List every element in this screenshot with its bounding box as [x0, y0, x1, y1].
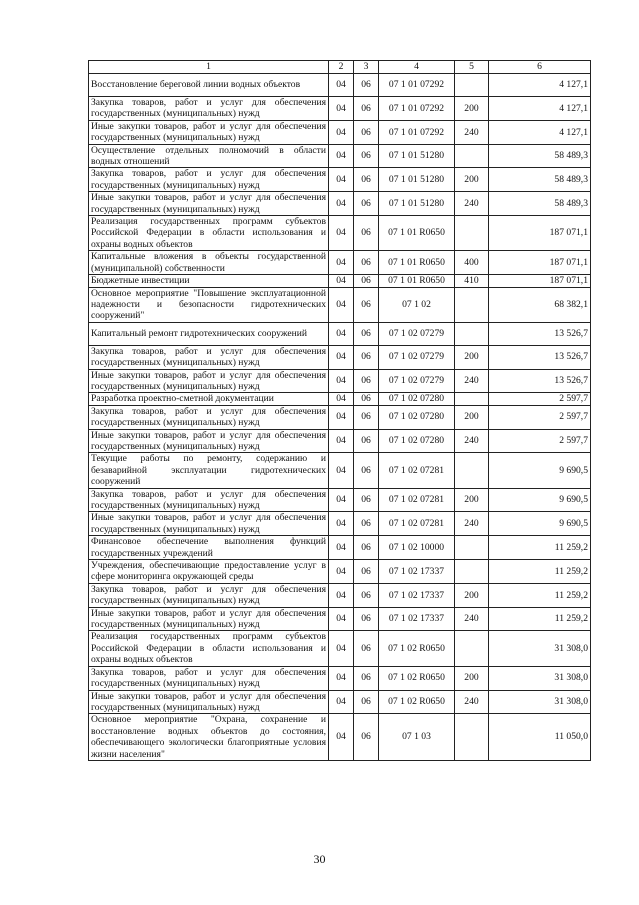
cell-sum: 31 308,0 [489, 666, 591, 690]
cell-rz: 04 [329, 322, 354, 345]
cell-rz: 04 [329, 714, 354, 761]
cell-pr: 06 [354, 714, 379, 761]
cell-sum: 68 382,1 [489, 287, 591, 322]
table-row [89, 287, 591, 322]
cell-name: Иные закупки товаров, работ и услуг для обеспечения государственных (муниципальных) нужд [89, 607, 329, 631]
cell-name: Учреждения, обеспечивающие предоставление услуг в сфере мониторинга окружающей среды [89, 560, 329, 584]
cell-rz: 04 [329, 120, 354, 144]
cell-rz: 04 [329, 453, 354, 488]
cell-sum: 4 127,1 [489, 120, 591, 144]
cell-sum: 13 526,7 [489, 322, 591, 345]
cell-name: Закупка товаров, работ и услуг для обеспечения государственных (муниципальных) нужд [89, 583, 329, 607]
cell-vr: 200 [455, 666, 489, 690]
table-row [89, 369, 591, 393]
cell-csr: 07 1 01 07292 [379, 97, 455, 121]
cell-csr: 07 1 01 07292 [379, 120, 455, 144]
cell-rz: 04 [329, 345, 354, 369]
header-cell: 4 [379, 61, 455, 74]
cell-rz: 04 [329, 192, 354, 216]
table-row [89, 666, 591, 690]
cell-rz: 04 [329, 393, 354, 405]
cell-csr: 07 1 02 R0650 [379, 690, 455, 714]
cell-csr: 07 1 02 R0650 [379, 631, 455, 666]
cell-vr: 240 [455, 607, 489, 631]
cell-name: Основное мероприятие "Повышение эксплуатационной надежности и безопасности гидротехнических сооружений" [89, 287, 329, 322]
cell-csr: 07 1 01 R0650 [379, 251, 455, 275]
cell-csr: 07 1 01 07292 [379, 74, 455, 97]
cell-name: Иные закупки товаров, работ и услуг для обеспечения государственных (муниципальных) нужд [89, 690, 329, 714]
cell-csr: 07 1 01 51280 [379, 168, 455, 192]
cell-sum: 9 690,5 [489, 453, 591, 488]
cell-sum: 13 526,7 [489, 345, 591, 369]
table-row [89, 393, 591, 405]
table-row [89, 216, 591, 251]
cell-sum: 2 597,7 [489, 429, 591, 453]
cell-rz: 04 [329, 631, 354, 666]
cell-rz: 04 [329, 560, 354, 584]
table-row [89, 583, 591, 607]
cell-sum: 4 127,1 [489, 74, 591, 97]
cell-sum: 31 308,0 [489, 690, 591, 714]
cell-name: Финансовое обеспечение выполнения функций государственных учреждений [89, 536, 329, 560]
cell-pr: 06 [354, 216, 379, 251]
table-row [89, 144, 591, 168]
cell-sum: 31 308,0 [489, 631, 591, 666]
cell-vr: 200 [455, 583, 489, 607]
cell-name: Реализация государственных программ субъектов Российской Федерации в области использования и охраны водных объектов [89, 631, 329, 666]
cell-pr: 06 [354, 536, 379, 560]
cell-sum: 11 259,2 [489, 560, 591, 584]
cell-vr: 200 [455, 345, 489, 369]
cell-vr [455, 216, 489, 251]
page-number: 30 [313, 852, 326, 866]
table-row [89, 453, 591, 488]
cell-rz: 04 [329, 275, 354, 287]
header-cell: 6 [489, 61, 591, 74]
cell-rz: 04 [329, 287, 354, 322]
cell-rz: 04 [329, 536, 354, 560]
cell-name: Текущие работы по ремонту, содержанию и безаварийной эксплуатации гидротехнических сооружений [89, 453, 329, 488]
cell-vr [455, 393, 489, 405]
cell-csr: 07 1 02 10000 [379, 536, 455, 560]
cell-csr: 07 1 02 17337 [379, 607, 455, 631]
cell-pr: 06 [354, 322, 379, 345]
cell-name: Основное мероприятие "Охрана, сохранение и восстановление водных объектов до состояния, обеспечивающего экологически благоприятные условия жизни населения" [89, 714, 329, 761]
cell-vr [455, 322, 489, 345]
table-row [89, 120, 591, 144]
cell-vr [455, 453, 489, 488]
cell-pr: 06 [354, 607, 379, 631]
cell-csr: 07 1 02 07281 [379, 453, 455, 488]
cell-rz: 04 [329, 74, 354, 97]
cell-rz: 04 [329, 690, 354, 714]
cell-name: Восстановление береговой линии водных объектов [89, 74, 329, 97]
table-row [89, 275, 591, 287]
cell-vr: 200 [455, 405, 489, 429]
cell-csr: 07 1 02 07280 [379, 393, 455, 405]
cell-vr: 400 [455, 251, 489, 275]
cell-sum: 11 259,2 [489, 583, 591, 607]
cell-name: Закупка товаров, работ и услуг для обеспечения государственных (муниципальных) нужд [89, 168, 329, 192]
cell-pr: 06 [354, 429, 379, 453]
cell-csr: 07 1 02 07280 [379, 405, 455, 429]
cell-sum: 58 489,3 [489, 144, 591, 168]
cell-vr: 200 [455, 97, 489, 121]
cell-pr: 06 [354, 560, 379, 584]
cell-vr: 200 [455, 488, 489, 512]
table-row [89, 607, 591, 631]
cell-rz: 04 [329, 405, 354, 429]
cell-sum: 2 597,7 [489, 405, 591, 429]
cell-rz: 04 [329, 583, 354, 607]
cell-name: Иные закупки товаров, работ и услуг для обеспечения государственных (муниципальных) нужд [89, 120, 329, 144]
cell-sum: 13 526,7 [489, 369, 591, 393]
cell-rz: 04 [329, 144, 354, 168]
cell-rz: 04 [329, 666, 354, 690]
table-row [89, 429, 591, 453]
cell-name: Бюджетные инвестиции [89, 275, 329, 287]
cell-pr: 06 [354, 512, 379, 536]
cell-sum: 2 597,7 [489, 393, 591, 405]
cell-rz: 04 [329, 429, 354, 453]
header-cell: 2 [329, 61, 354, 74]
table-row [89, 631, 591, 666]
cell-vr: 240 [455, 690, 489, 714]
cell-name: Иные закупки товаров, работ и услуг для обеспечения государственных (муниципальных) нужд [89, 192, 329, 216]
cell-vr: 240 [455, 120, 489, 144]
cell-sum: 187 071,1 [489, 275, 591, 287]
cell-csr: 07 1 02 07281 [379, 488, 455, 512]
cell-pr: 06 [354, 345, 379, 369]
cell-name: Разработка проектно-сметной документации [89, 393, 329, 405]
cell-sum: 58 489,3 [489, 192, 591, 216]
cell-rz: 04 [329, 512, 354, 536]
cell-name: Капитальные вложения в объекты государственной (муниципальной) собственности [89, 251, 329, 275]
cell-pr: 06 [354, 583, 379, 607]
cell-csr: 07 1 02 07279 [379, 322, 455, 345]
header-cell: 3 [354, 61, 379, 74]
cell-csr: 07 1 02 07279 [379, 369, 455, 393]
cell-vr: 410 [455, 275, 489, 287]
cell-pr: 06 [354, 168, 379, 192]
cell-name: Закупка товаров, работ и услуг для обеспечения государственных (муниципальных) нужд [89, 666, 329, 690]
cell-csr: 07 1 02 [379, 287, 455, 322]
cell-vr: 240 [455, 369, 489, 393]
cell-vr [455, 560, 489, 584]
cell-pr: 06 [354, 144, 379, 168]
cell-csr: 07 1 01 R0650 [379, 275, 455, 287]
cell-csr: 07 1 02 R0650 [379, 666, 455, 690]
table-row [89, 97, 591, 121]
cell-sum: 58 489,3 [489, 168, 591, 192]
cell-name: Осуществление отдельных полномочий в области водных отношений [89, 144, 329, 168]
cell-rz: 04 [329, 97, 354, 121]
cell-vr [455, 714, 489, 761]
cell-rz: 04 [329, 251, 354, 275]
cell-sum: 9 690,5 [489, 488, 591, 512]
cell-name: Закупка товаров, работ и услуг для обеспечения государственных (муниципальных) нужд [89, 97, 329, 121]
cell-csr: 07 1 01 R0650 [379, 216, 455, 251]
cell-vr: 240 [455, 429, 489, 453]
cell-name: Иные закупки товаров, работ и услуг для обеспечения государственных (муниципальных) нужд [89, 369, 329, 393]
cell-rz: 04 [329, 607, 354, 631]
cell-csr: 07 1 02 17337 [379, 560, 455, 584]
cell-csr: 07 1 02 07280 [379, 429, 455, 453]
cell-vr [455, 287, 489, 322]
table-row [89, 345, 591, 369]
table-row [89, 488, 591, 512]
cell-pr: 06 [354, 287, 379, 322]
cell-name: Закупка товаров, работ и услуг для обеспечения государственных (муниципальных) нужд [89, 345, 329, 369]
cell-pr: 06 [354, 120, 379, 144]
cell-sum: 187 071,1 [489, 216, 591, 251]
cell-name: Реализация государственных программ субъектов Российской Федерации в области использования и охраны водных объектов [89, 216, 329, 251]
cell-pr: 06 [354, 97, 379, 121]
cell-pr: 06 [354, 666, 379, 690]
cell-vr [455, 536, 489, 560]
cell-pr: 06 [354, 275, 379, 287]
header-cell: 5 [455, 61, 489, 74]
cell-csr: 07 1 03 [379, 714, 455, 761]
cell-vr [455, 74, 489, 97]
table-row [89, 405, 591, 429]
cell-vr [455, 144, 489, 168]
cell-csr: 07 1 02 07279 [379, 345, 455, 369]
table-row [89, 690, 591, 714]
cell-sum: 187 071,1 [489, 251, 591, 275]
table-row [89, 512, 591, 536]
cell-sum: 11 050,0 [489, 714, 591, 761]
cell-vr: 240 [455, 192, 489, 216]
cell-pr: 06 [354, 631, 379, 666]
cell-rz: 04 [329, 216, 354, 251]
cell-csr: 07 1 02 07281 [379, 512, 455, 536]
table-row [89, 192, 591, 216]
table-row [89, 322, 591, 345]
cell-vr: 240 [455, 512, 489, 536]
cell-rz: 04 [329, 488, 354, 512]
cell-name: Капитальный ремонт гидротехнических сооружений [89, 322, 329, 345]
cell-pr: 06 [354, 393, 379, 405]
budget-table [88, 60, 591, 761]
cell-vr [455, 631, 489, 666]
cell-pr: 06 [354, 74, 379, 97]
cell-sum: 11 259,2 [489, 607, 591, 631]
cell-sum: 9 690,5 [489, 512, 591, 536]
cell-sum: 4 127,1 [489, 97, 591, 121]
cell-name: Закупка товаров, работ и услуг для обеспечения государственных (муниципальных) нужд [89, 488, 329, 512]
cell-pr: 06 [354, 690, 379, 714]
table-row [89, 74, 591, 97]
cell-name: Иные закупки товаров, работ и услуг для обеспечения государственных (муниципальных) нужд [89, 512, 329, 536]
cell-csr: 07 1 01 51280 [379, 192, 455, 216]
table-row [89, 714, 591, 761]
cell-rz: 04 [329, 369, 354, 393]
cell-pr: 06 [354, 405, 379, 429]
cell-pr: 06 [354, 453, 379, 488]
cell-sum: 11 259,2 [489, 536, 591, 560]
cell-pr: 06 [354, 488, 379, 512]
cell-rz: 04 [329, 168, 354, 192]
table-header-row [89, 61, 591, 74]
table-row [89, 536, 591, 560]
cell-pr: 06 [354, 192, 379, 216]
table-row [89, 168, 591, 192]
cell-name: Иные закупки товаров, работ и услуг для обеспечения государственных (муниципальных) нужд [89, 429, 329, 453]
cell-vr: 200 [455, 168, 489, 192]
cell-name: Закупка товаров, работ и услуг для обеспечения государственных (муниципальных) нужд [89, 405, 329, 429]
header-cell: 1 [89, 61, 329, 74]
table-row [89, 251, 591, 275]
cell-pr: 06 [354, 369, 379, 393]
table-row [89, 560, 591, 584]
cell-csr: 07 1 02 17337 [379, 583, 455, 607]
cell-csr: 07 1 01 51280 [379, 144, 455, 168]
cell-pr: 06 [354, 251, 379, 275]
